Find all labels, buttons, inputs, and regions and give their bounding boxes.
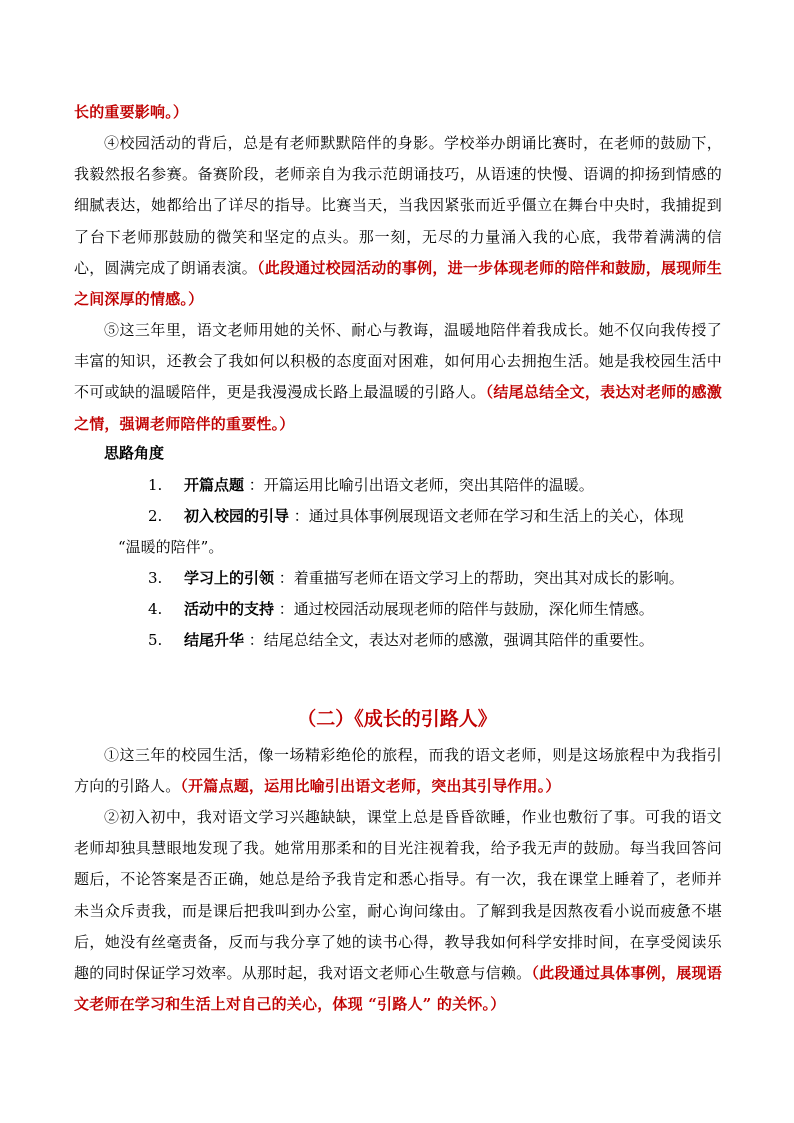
list-number: 4. <box>148 600 163 618</box>
annotation-text: （此段通过具体事例，展现语文老师在学习和生活上对自己的关心，体现 “引路人” 的关怀。） <box>74 964 722 1014</box>
outline-term: 结尾升华 <box>184 631 245 649</box>
outline-term: 活动中的支持 <box>184 600 275 618</box>
outline-desc: ：着重描写老师在语文学习上的帮助，突出其对成长的影响。 <box>274 569 684 587</box>
section2-paragraph-2 <box>74 802 722 1020</box>
paragraph-5 <box>74 315 722 440</box>
section-title: （二）《成长的引路人》 <box>297 708 497 730</box>
paragraph-text: ①这三年的校园生活，像一场精彩绝伦的旅程，而我的语文老师，则是这场旅程中为我指引方向的引路人。 <box>74 746 722 796</box>
paragraph-text: ②初入初中，我对语文学习兴趣缺缺，课堂上总是昏昏欲睡，作业也敷衍了事。可我的语文老师却独具慧眼地发现了我。她常用那柔和的目光注视着我，给予我无声的鼓励。每当我回答问题后，不论答案是否正确，她总是给予我肯定和悉心指导。有一次，我在课堂上睡着了，老师并未当众斥责我，而是课后把我叫到办公室，耐心询问缘由。了解到我是因熬夜看小说而疲惫不堪后，她没有丝毫责备，反而与我分享了她的读书心得，教导我如何科学安排时间，在享受阅读乐趣的同时保证学习效率。从那时起，我对语文老师心生敬意与信赖。 <box>74 808 722 983</box>
outline-term: 学习上的引领 <box>184 569 275 587</box>
annotation-text: （此段通过校园活动的事例，进一步体现老师的陪伴和鼓励，展现师生之间深厚的情感。） <box>74 258 722 309</box>
outline-heading: 思路角度 <box>104 444 165 462</box>
annotation-text: （结尾总结全文，表达对老师的感激之情，强调老师陪伴的重要性。） <box>74 383 723 433</box>
paragraph-text: ⑤这三年里，语文老师用她的关怀、耐心与教诲，温暖地陪伴着我成长。她不仅向我传授了丰富的知识，还教会了我如何以积极的态度面对困难，如何用心去拥抱生活。她是我校园生活中不可或缺的温暖陪伴，更是我漫漫成长路上最温暖的引路人。 <box>74 321 722 402</box>
outline-term: 开篇点题 <box>184 476 245 494</box>
outline-desc: ：通过具体事例展现语文老师在学习和生活上的关心，体现 <box>289 507 684 525</box>
outline-desc: ：结尾总结全文，表达对老师的感激，强调其陪伴的重要性。 <box>244 631 654 649</box>
outline-term: 初入校园的引导 <box>184 507 290 525</box>
continued-note <box>74 97 722 128</box>
annotation-text: 长的重要影响。） <box>74 103 189 121</box>
annotation-text: （开篇点题，运用比喻引出语文老师，突出其引导作用。） <box>180 777 561 796</box>
list-number: 1. <box>148 476 163 494</box>
list-number: 5. <box>148 631 163 649</box>
section2-paragraph-1 <box>74 740 722 802</box>
paragraph-4 <box>74 128 722 315</box>
paragraph-text: ④校园活动的背后，总是有老师默默陪伴的身影。学校举办朗诵比赛时，在老师的鼓励下，我毅然报名参赛。备赛阶段，老师亲自为我示范朗诵技巧，从语速的快慢、语调的抑扬到情感的细腻表达，她都给出了详尽的指导。比赛当天，当我因紧张而近乎僵立在舞台中央时，我捕捉到了台下老师那鼓励的微笑和坚定的点头。那一刻，无尽的力量涌入我的心底，我带着满满的信心，圆满完成了朗诵表演。 <box>74 134 722 277</box>
list-number: 2. <box>148 507 163 525</box>
list-number: 3. <box>148 569 163 587</box>
outline-desc: ：通过校园活动展现老师的陪伴与鼓励，深化师生情感。 <box>274 600 654 618</box>
outline-desc: ：开篇运用比喻引出语文老师，突出其陪伴的温暖。 <box>244 476 594 494</box>
outline-item-2-continued: “温暖的陪伴”。 <box>118 538 224 556</box>
